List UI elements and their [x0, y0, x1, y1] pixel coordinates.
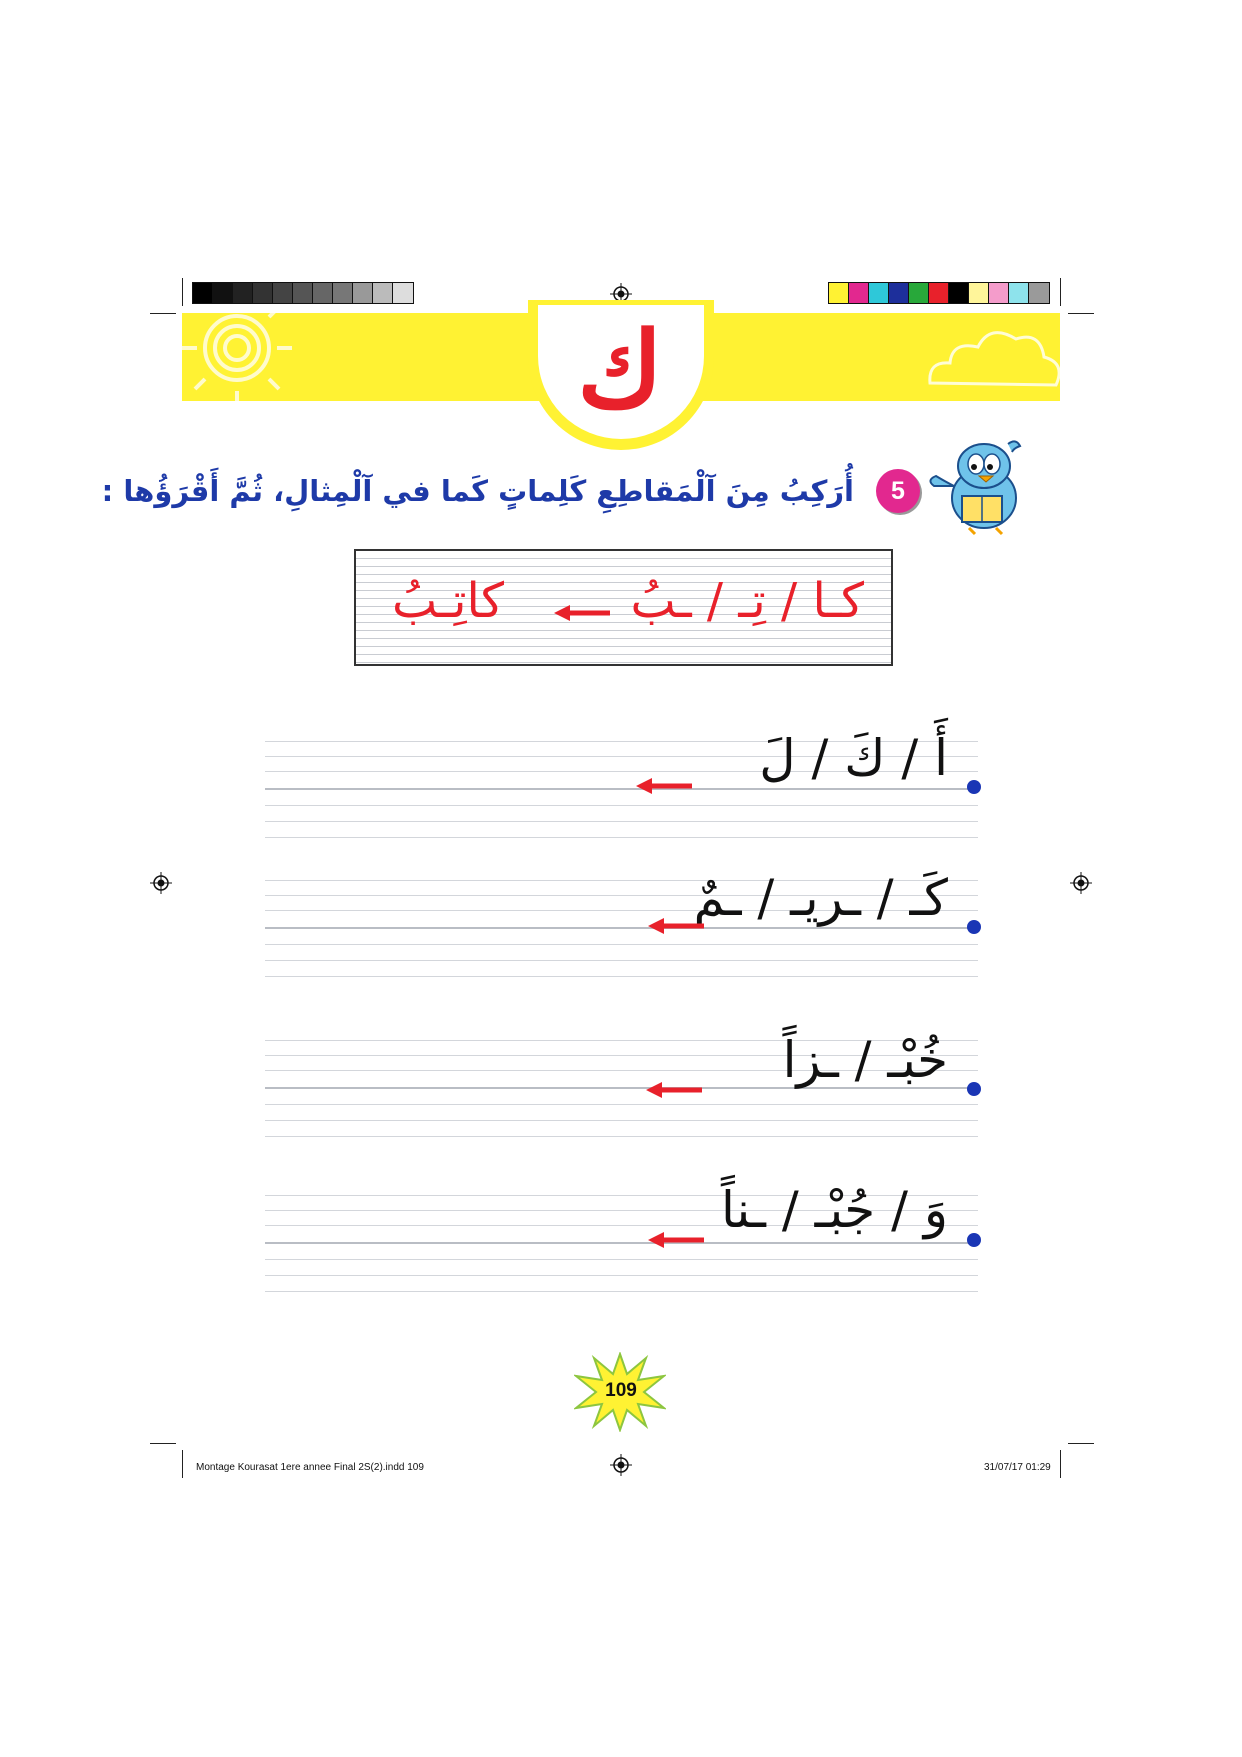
arrow-left-icon	[648, 1232, 704, 1248]
cmyk-color-bar	[828, 282, 1050, 304]
exercise-syllables: وَ / جُبْـ / ـناً	[720, 1181, 948, 1239]
footer-file: Montage Kourasat 1ere annee Final 2S(2).indd 109	[196, 1462, 424, 1473]
bullet	[967, 780, 981, 794]
instruction-text: أُرَكِبُ مِنَ آلْمَقاطِعِ كَلِماتٍ كَما في آلْمِثالِ، ثُمَّ أَقْرَؤُها :	[101, 474, 854, 508]
arrow-left-icon	[646, 1082, 702, 1098]
crop-mark	[150, 313, 176, 314]
crop-mark	[1060, 278, 1061, 306]
arrow-left-icon	[636, 778, 692, 794]
exercise-syllables: خُبْـ / ـزاً	[782, 1031, 948, 1089]
footer-date: 31/07/17 01:29	[984, 1462, 1051, 1473]
grayscale-color-bar	[192, 282, 414, 304]
bird-mascot-icon	[924, 436, 1042, 536]
example-syllables: كـا / تِـ / ـبُ	[630, 573, 864, 629]
registration-mark-icon	[610, 1454, 632, 1476]
bullet	[967, 1233, 981, 1247]
crop-mark	[150, 1443, 176, 1444]
exercise-syllables: كَـ / ـريـ / ـمٌ	[693, 869, 948, 927]
registration-mark-icon	[1070, 872, 1092, 894]
crop-mark	[182, 1450, 183, 1478]
cloud-icon	[920, 313, 1060, 401]
arrow-left-icon	[648, 918, 704, 934]
crop-mark	[1068, 313, 1094, 314]
registration-mark-icon	[150, 872, 172, 894]
bullet	[967, 920, 981, 934]
bullet	[967, 1082, 981, 1096]
example-result: كاتِـبُ	[391, 573, 504, 629]
lesson-letter: ك	[577, 308, 663, 431]
sun-icon	[182, 313, 312, 401]
page-number: 109	[605, 1380, 637, 1401]
crop-mark	[1060, 1450, 1061, 1478]
crop-mark	[182, 278, 183, 306]
exercise-syllables: أَ / كَ / لَ	[759, 729, 948, 787]
instruction-number-badge: 5	[876, 469, 920, 513]
arrow-left-icon	[554, 605, 610, 621]
crop-mark	[1068, 1443, 1094, 1444]
